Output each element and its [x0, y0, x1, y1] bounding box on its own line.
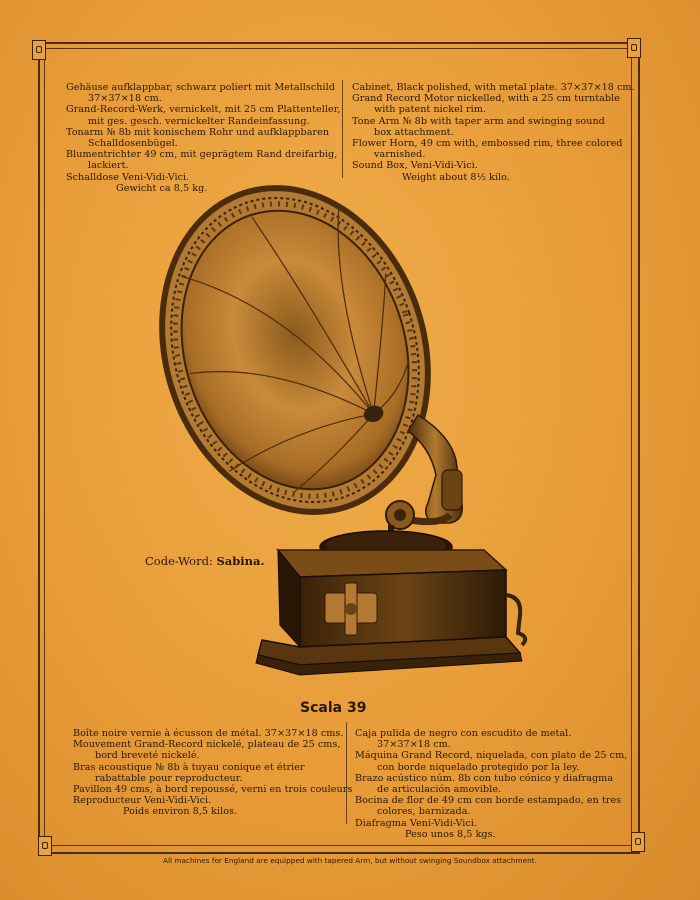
text-line: Flower Horn, 49 cm with, embossed rim, three colored [352, 138, 623, 150]
text-line: Poids environ 8,5 kilos. [123, 806, 238, 818]
text-line: Mouvement Grand-Record nickelé, plateau de 25 cms, [73, 739, 341, 751]
text-line: Boîte noire vernie à écusson de métal. 37×37×18 cms. [73, 728, 344, 739]
text-line: Schalldosenbügel. [88, 138, 178, 150]
corner-ornament-top-right [627, 38, 641, 58]
corner-ornament-bottom-left [38, 836, 52, 856]
text-line: Tonarm № 8b mit konischem Rohr und aufklappbaren [66, 126, 330, 138]
horn [150, 185, 472, 551]
text-line: lackiert. [88, 160, 129, 172]
column-divider-top [342, 80, 343, 178]
code-word-label: Code-Word: [145, 554, 213, 568]
text-line: Schalldose Veni-Vidi-Vici. [66, 171, 190, 183]
text-line: Diafragma Veni-Vidi-Vici. [355, 817, 478, 829]
text-line: 37×37×18 cm. [88, 93, 162, 105]
text-line: Gewicht ca 8,5 kg. [116, 182, 208, 194]
text-line: Tone Arm № 8b with taper arm and swinging sound [352, 115, 605, 127]
text-line: Bras acoustique № 8b à tuyau conique et étrier [73, 761, 305, 773]
gramophone-illustration [150, 185, 530, 695]
text-line: Pavillon 49 cms, à bord repoussé, verni en trois couleurs [73, 784, 353, 796]
text-line: Grand-Record-Werk, vernickelt, mit 25 cm Plattenteller, [66, 104, 341, 116]
code-word [145, 554, 264, 568]
text-line: Máquina Grand Record, niquelada, con plato de 25 cm, [355, 750, 628, 762]
text-line: Reproducteur Veni-Vidi-Vici. [73, 795, 212, 807]
model-title: Scala 39 [300, 700, 367, 716]
text-line: rabattable pour reproducteur. [95, 772, 243, 784]
text-line: 37×37×18 cm. [377, 739, 451, 751]
text-line: de articulación amovible. [377, 784, 502, 796]
text-line: Bocina de flor de 49 cm con borde estampado, en tres [355, 795, 622, 807]
text-line: Sound Box, Veni-Vidi-Vici. [352, 160, 478, 172]
text-line: Cabinet, Black polished, with metal plate. 37×37×18 cm. [352, 82, 635, 93]
corner-ornament-bottom-right [631, 832, 645, 852]
description-french [73, 728, 352, 818]
text-line: bord breveté nickelé. [95, 750, 200, 762]
text-line: box attachment. [374, 126, 454, 138]
text-line: Caja pulida de negro con escudito de metal. [355, 728, 572, 739]
text-line: varnished. [374, 149, 426, 161]
description-german [66, 82, 340, 194]
text-line: colores, barnizada. [377, 806, 471, 818]
text-line: Gehäuse aufklappbar, schwarz poliert mit Metallschild [66, 82, 335, 93]
text-line: Brazo acústico núm. 8b con tubo cónico y diafragma [355, 772, 614, 784]
text-line: Grand Record Motor nickelled, with a 25 cm turntable [352, 93, 620, 105]
footer-note: All machines for England are equipped with tapered Arm, but without swinging Soundbox attachment. [163, 856, 537, 865]
text-line: con borde niquelado protegido por la ley. [377, 761, 580, 773]
text-line: Weight about 8½ kilo. [402, 171, 510, 183]
code-word-value: Sabina. [216, 554, 265, 568]
text-line: mit ges. gesch. vernickelter Randeinfassung. [88, 115, 310, 127]
description-english [352, 82, 635, 183]
corner-ornament-top-left [32, 40, 46, 60]
text-line: with patent nickel rim. [374, 104, 487, 116]
description-spanish [355, 728, 627, 840]
text-line: Peso unos 8,5 kgs. [405, 828, 496, 840]
text-line: Blumentrichter 49 cm, mit geprägtem Rand dreifarbig, [66, 149, 338, 161]
